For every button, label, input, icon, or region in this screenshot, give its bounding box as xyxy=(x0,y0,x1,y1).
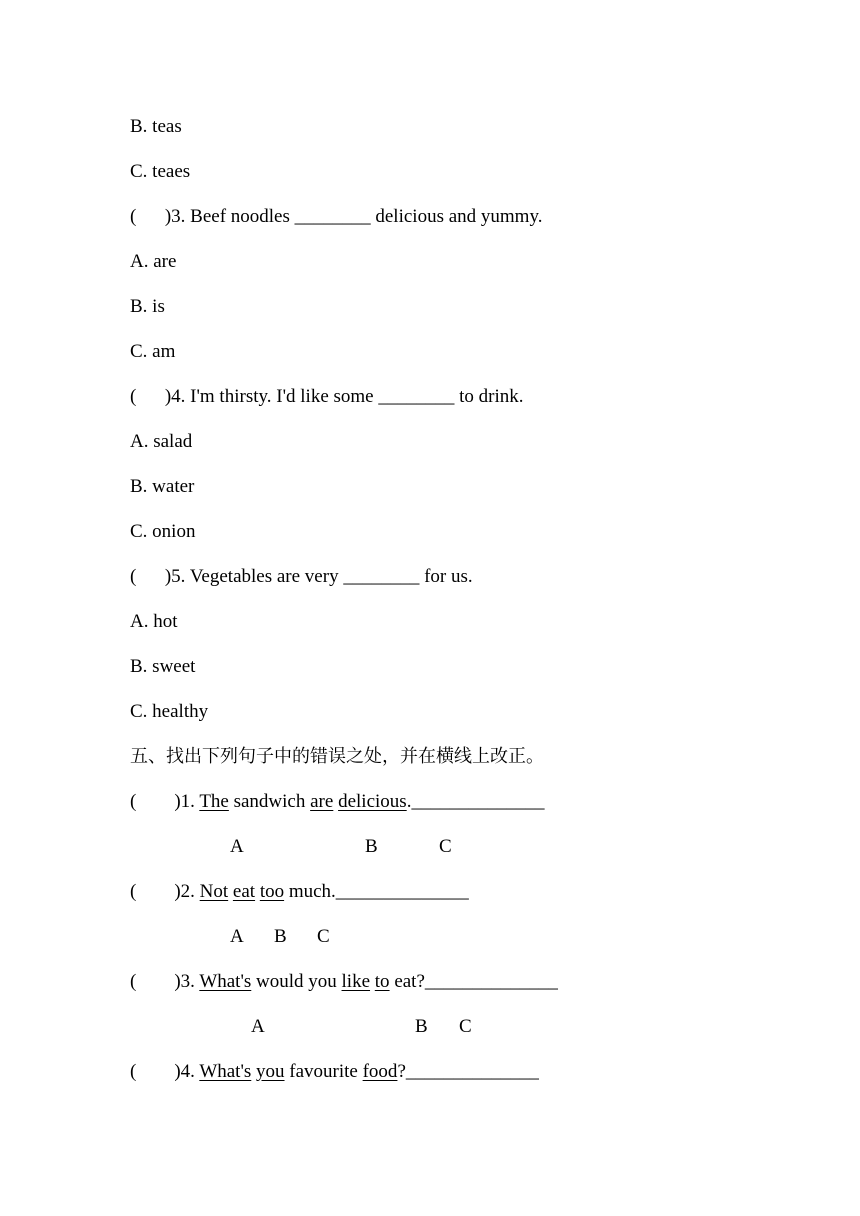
question-4 xyxy=(130,385,524,409)
question-text: Beef noodles ________ delicious and yummy. xyxy=(190,206,543,227)
underlined-word-a: What's xyxy=(199,1061,252,1082)
underlined-word-c: food xyxy=(362,1061,398,1082)
option-b-q3: B. is xyxy=(130,296,165,317)
question-5 xyxy=(130,565,473,589)
underlined-word-b: eat xyxy=(232,881,256,902)
label-a: A xyxy=(230,926,244,947)
question-number: ( )2. xyxy=(130,881,200,902)
underlined-word-c: to xyxy=(374,971,390,992)
label-a: A xyxy=(251,1016,265,1037)
error-question-3 xyxy=(130,970,558,994)
underlined-word-a: What's xyxy=(199,971,252,992)
question-number: ( )4. xyxy=(130,1061,200,1082)
sentence-text: would you xyxy=(251,971,342,992)
option-b-q2: B. teas xyxy=(130,116,182,137)
option-b-q4: B. water xyxy=(130,476,195,497)
question-3 xyxy=(130,205,542,229)
label-b: B xyxy=(365,836,378,857)
label-a: A xyxy=(230,836,244,857)
question-text: I'm thirsty. I'd like some ________ to drink. xyxy=(190,386,524,407)
option-c-q4: C. onion xyxy=(130,521,196,542)
underlined-word-a: Not xyxy=(199,881,229,902)
sentence-text: sandwich xyxy=(228,791,311,812)
label-b: B xyxy=(274,926,287,947)
underlined-word-b: like xyxy=(341,971,371,992)
error-question-1 xyxy=(130,790,544,814)
question-number: ( )4. xyxy=(130,386,191,407)
label-b: B xyxy=(415,1016,428,1037)
option-c-q5: C. healthy xyxy=(130,701,209,722)
option-a-q3: A. are xyxy=(130,251,177,272)
option-c-q2: C. teaes xyxy=(130,161,191,182)
label-c: C xyxy=(459,1016,472,1037)
option-a-q5: A. hot xyxy=(130,611,178,632)
question-text: Vegetables are very ________ for us. xyxy=(189,566,473,587)
label-c: C xyxy=(439,836,452,857)
sentence-text: favourite xyxy=(284,1061,363,1082)
section-heading: 五、找出下列句子中的错误之处，并在横线上改正。 xyxy=(130,746,544,767)
question-number: ( )1. xyxy=(130,791,200,812)
answer-blank: eat?______________ xyxy=(389,971,558,992)
question-number: ( )3. xyxy=(130,971,200,992)
answer-blank: .______________ xyxy=(406,791,545,812)
option-c-q3: C. am xyxy=(130,341,176,362)
question-number: ( )5. xyxy=(130,566,190,587)
error-question-2 xyxy=(130,880,469,904)
underlined-word-c: delicious xyxy=(338,791,407,812)
option-b-q5: B. sweet xyxy=(130,656,196,677)
underlined-word-b: you xyxy=(256,1061,285,1082)
option-a-q4: A. salad xyxy=(130,431,193,452)
question-number: ( )3. xyxy=(130,206,191,227)
underlined-word-b: are xyxy=(310,791,334,812)
error-question-4 xyxy=(130,1060,539,1084)
answer-blank: much.______________ xyxy=(284,881,469,902)
underlined-word-c: too xyxy=(259,881,285,902)
label-c: C xyxy=(317,926,330,947)
answer-blank: ?______________ xyxy=(397,1061,539,1082)
underlined-word-a: The xyxy=(199,791,229,812)
